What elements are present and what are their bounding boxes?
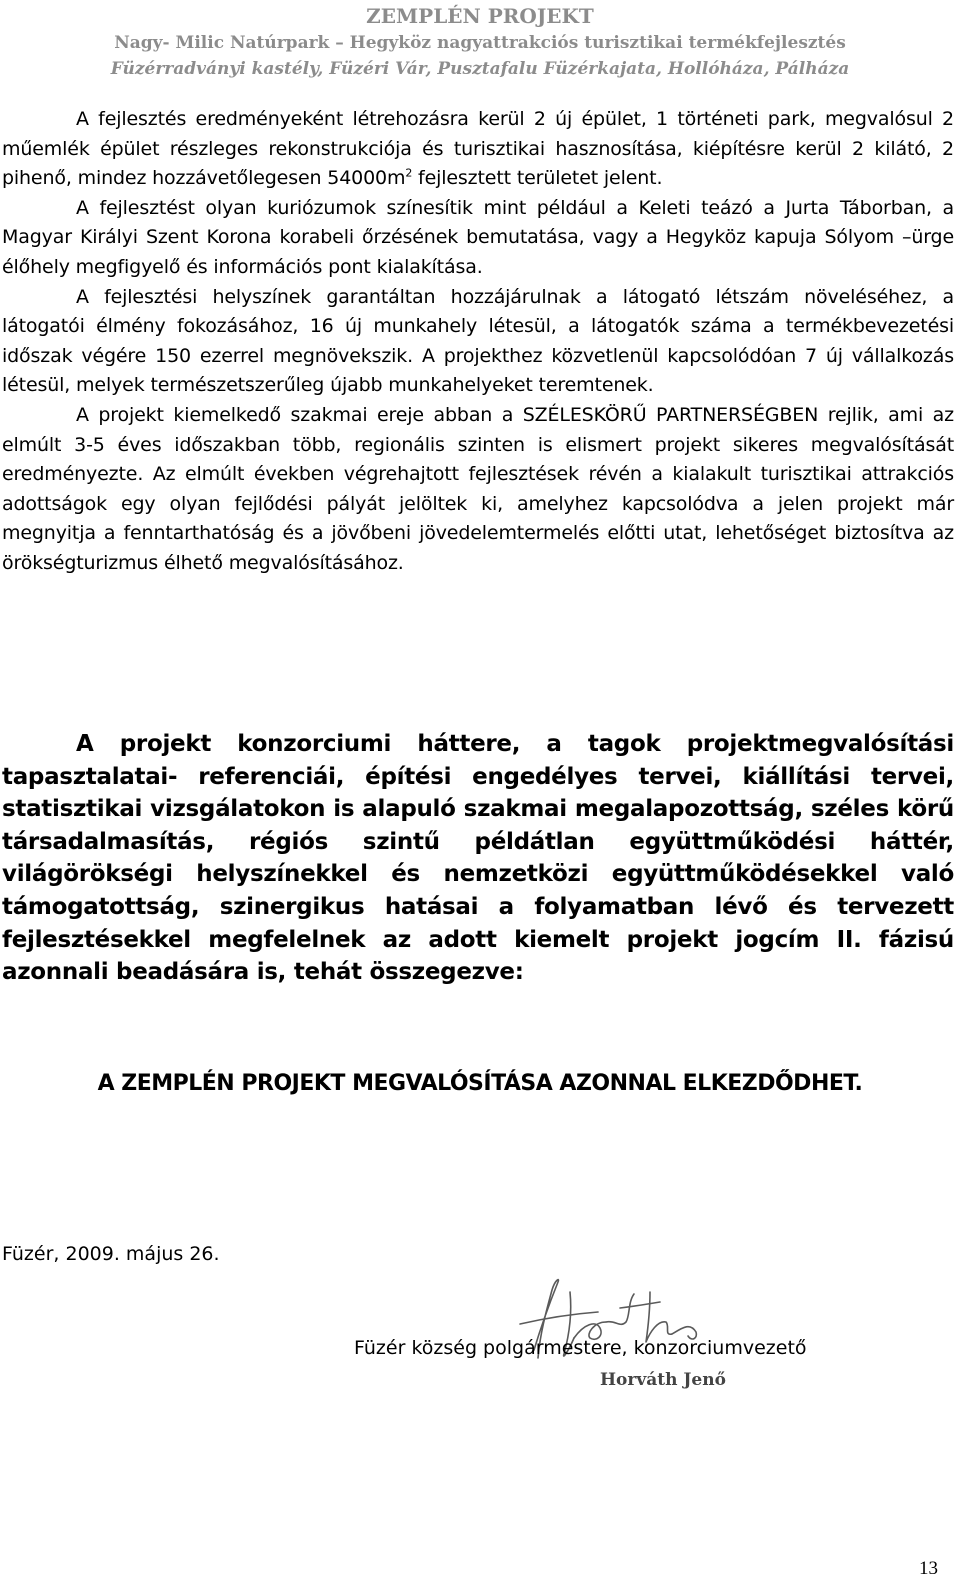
conclusion-heading: A ZEMPLÉN PROJEKT MEGVALÓSÍTÁSA AZONNAL ELKEZDŐDHET. — [97, 1071, 863, 1096]
paragraph-2: A fejlesztést olyan kuriózumok színesítik mint például a Keleti teázó a Jurta Táborban, a Magyar Királyi Szent Korona korabeli őrzésének bemutatása, vagy a Hegyköz kapuja Sólyom –ürge élőhely megfigyelő és információs pont kialakítása. — [2, 196, 954, 278]
bold-statement-text: A projekt konzorciumi háttere, a tagok projektmegvalósítási tapasztalatai- referenciái, építési engedélyes tervei, kiállítási tervei, statisztikai vizsgálatokon is alapuló szakmai megalapozottság, széles körű társadalmasítás, régiós szintű példátlan együttműködési háttér, világörökségi helyszínekkel és nemzetközi együttműködésekkel való támogatottság, szinergikus hatásai a folyamatban lévő és tervezett fejlesztésekkel megfelelnek az adott kiemelt projekt jogcím II. fázisú azonnali beadására is, tehát összegezve: — [2, 731, 954, 986]
paragraph-1-text: A fejlesztés eredményeként létrehozásra kerül 2 új épület, 1 történeti park, megvalósul 2 műemlék épület részleges rekonstrukciója és turisztikai hasznosítása, kiépítésre kerül 2 kilátó, 2 pihenő, mindez hozzávetőlegesen 54000m — [2, 108, 954, 190]
header-locations: Füzérradványi kastély, Füzéri Vár, Pusztafalu Füzérkajata, Hollóháza, Pálháza — [110, 59, 850, 79]
paragraph-3: A fejlesztési helyszínek garantáltan hozzájárulnak a látogató létszám növeléséhez, a látogatói élmény fokozásához, 16 új munkahely létesül, a látogatók száma a termékbevezetési időszak végére 150 ezerrel megnövekszik. A projekthez közvetlenül kapcsolódóan 7 új vállalkozás létesül, melyek természetszerűleg újabb munkahelyeket teremtenek. — [2, 285, 954, 397]
superscript-2: 2 — [405, 166, 413, 180]
bold-statement — [2, 728, 954, 989]
signer-role: Füzér község polgármestere, konzorciumvezető — [354, 1337, 807, 1359]
signer-name: Horváth Jenő — [600, 1370, 726, 1390]
header-title: ZEMPLÉN PROJEKT — [366, 4, 594, 28]
paragraph-1 — [2, 105, 954, 194]
header-subtitle: Nagy- Milic Natúrpark – Hegyköz nagyattrakciós turisztikai termékfejlesztés — [114, 33, 846, 53]
page-number: 13 — [919, 1558, 938, 1579]
body-text — [2, 105, 954, 579]
place-date: Füzér, 2009. május 26. — [2, 1243, 220, 1265]
paragraph-4: A projekt kiemelkedő szakmai ereje abban a SZÉLESKÖRŰ PARTNERSÉGBEN rejlik, ami az elmúlt 3-5 éves időszakban több, regionális szinten is elismert projekt sikeres megvalósítását eredményezte. Az elmúlt években végrehajtott fejlesztések révén a kialakult turisztikai attrakciós adottságok egy olyan fejlődési pályát jelöltek ki, amelyhez kapcsolódva a jelen projekt már megnyitja a fenntarthatóság és a jövőbeni jövedelemtermelés előtti utat, lehetőséget biztosítva az örökségturizmus élhető megvalósításához. — [2, 403, 954, 574]
document-header — [0, 2, 960, 82]
paragraph-1-tail: fejlesztett területet jelent. — [412, 167, 663, 190]
